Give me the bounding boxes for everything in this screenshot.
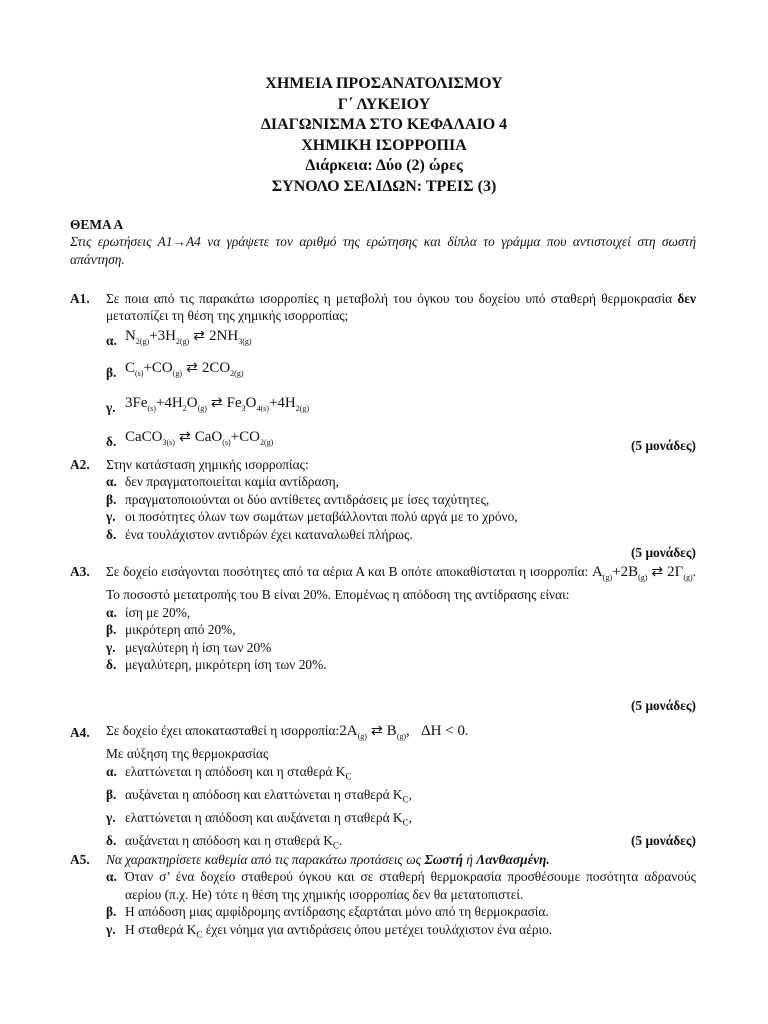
option-c: γ. ελαττώνεται η απόδοση και αυξάνεται η σταθερά $K_C$,: [106, 809, 412, 828]
document-header: [0, 74, 768, 197]
header-topic: ΧΗΜΙΚΗ ΙΣΟΡΡΟΠΙΑ: [301, 136, 467, 154]
option-a: α. δεν πραγματοποιείται καμία αντίδραση,: [106, 474, 340, 490]
question-number: Α4.: [70, 725, 90, 740]
option-a: α. $N_{2(g)}+3H_{2(g)}$ ⇄ $2NH_{3(g)}$: [106, 327, 252, 348]
question-a1: [70, 290, 696, 451]
option-a: α. ίση με 20%,: [106, 604, 191, 620]
equilibrium-arrow-icon: ⇄: [210, 395, 223, 411]
option-c: γ. Η σταθερά $K_C$ έχει νόημα για αντιδράσεις όπου μετέχει τουλάχιστον ένα αέριο.: [106, 921, 553, 940]
option-d: δ. αυξάνεται η απόδοση και η σταθερά $K_C$.: [106, 833, 343, 851]
option-b: β. πραγματοποιούνται οι δύο αντίθετες αντιδράσεις με ίσες ταχύτητες,: [106, 491, 490, 507]
question-number: Α2.: [70, 457, 90, 472]
option-c: γ. οι ποσότητες όλων των σωμάτων μεταβάλλονται πολύ αργά με το χρόνο,: [106, 509, 518, 525]
question-subtext: Με αύξηση της θερμοκρασίας: [106, 746, 269, 762]
option-d: δ. μεγαλύτερη, μικρότερη ίση των 20%.: [106, 657, 327, 673]
header-subject: ΧΗΜΕΙΑ ΠΡΟΣΑΝΑΤΟΛΙΣΜΟΥ: [265, 75, 503, 92]
header-grade: Γ΄ ΛΥΚΕΙΟΥ: [337, 95, 431, 113]
question-a5: [70, 851, 696, 944]
theme-instructions: Στις ερωτήσεις Α1→Α4 να γράψετε τον αριθμό της ερώτησης και δίπλα το γράμμα που αντιστοιχεί στη σωστή απάντηση.: [70, 234, 696, 267]
question-text: Σε ποια από τις παρακάτω ισορροπίες η μεταβολή του όγκου του δοχείου υπό σταθερή θερμοκρασία δεν μετατοπίζει τη θέση της χημικής ισορροπίας;: [106, 291, 696, 324]
equation: $A_{(g)}+2B_{(g)}$ ⇄ $2\Gamma_{(g)}$: [591, 564, 693, 582]
option-d: δ. CaCO$_{3(s)}$ ⇄ $CaO_{(s)}+CO_{2(g)}$: [106, 429, 274, 450]
question-number: Α3.: [70, 564, 90, 579]
equilibrium-arrow-icon: ⇄: [193, 328, 206, 344]
equilibrium-arrow-icon: ⇄: [186, 361, 198, 377]
equation: CaCO$_{3(s)}$ ⇄ $CaO_{(s)}+CO_{2(g)}$: [125, 429, 274, 448]
equation: $C_{(s)}+CO_{(g)}$ ⇄ $2CO_{2(g)}$: [125, 360, 244, 379]
question-text: Σε δοχείο έχει αποκατασταθεί η $\iota\sigma o\rho\rho o\pi ί\alpha:2A_{(g)}$ ⇄ $B_{(g)}$, ΔH < 0.: [106, 723, 469, 741]
question-a3: [70, 563, 696, 673]
option-b: β. Η απόδοση μιας αμφίδρομης αντίδρασης εξαρτάται μόνο από τη θερμοκρασία.: [106, 904, 549, 920]
option-c: γ. $3Fe_{(s)}+4H_2O_{(g)}$ ⇄ $Fe_3O_{4(s)}+4H_{2(g)}$: [106, 394, 310, 415]
question-a2: [70, 456, 696, 543]
option-a: α. Όταν σ’ ένα δοχείο σταθερού όγκου και σε σταθερή θερμοκρασία προσθέσουμε ποσότητα αδρανούς αερίου (π.χ. He) τότε η θέση της χημικής ισορροπίας δεν θα μετατοπιστεί.: [106, 869, 696, 902]
option-a: α. ελαττώνεται η απόδοση και η σταθερά $K_C$: [106, 763, 352, 782]
option-b: β. αυξάνεται η απόδοση και ελαττώνεται η σταθερά $K_C$,: [106, 786, 412, 805]
marks-label: (5 μονάδες): [630, 833, 696, 848]
option-b: β. $C_{(s)}+CO_{(g)}$ ⇄ $2CO_{2(g)}$: [106, 360, 244, 381]
theme-title: ΘΕΜΑ Α: [70, 217, 124, 232]
option-d: δ. ένα τουλάχιστον αντιδρών έχει καταναλωθεί πλήρως.: [106, 526, 413, 542]
question-number: Α5.: [70, 852, 90, 867]
marks-label: (5 μονάδες): [630, 438, 696, 453]
equation: $2A_{(g)}$ ⇄ $B_{(g)}$, ΔH < 0: [339, 723, 465, 741]
theme-section: [70, 216, 696, 268]
equation: $N_{2(g)}+3H_{2(g)}$ ⇄ $2NH_{3(g)}$: [125, 327, 252, 346]
option-c: γ. μεγαλύτερη ή ίση των 20%: [106, 639, 272, 655]
header-pages: ΣΥΝΟΛΟ ΣΕΛΙΔΩΝ: ΤΡΕΙΣ (3): [271, 177, 497, 195]
equilibrium-arrow-icon: ⇄: [370, 724, 383, 739]
question-text: Σε δοχείο εισάγονται ποσότητες από τα αέρια Α και Β οπότε αποκαθίσταται η ισορροπία: $A_{(g)}+2B_{(g)}$ ⇄ $2\Gamma_{(g)}$. Το ποσοστό μετατροπής του Β είναι 20%. Επομένως η απόδοση της αντίδρασης είναι:: [106, 564, 696, 603]
option-b: β. μικρότερη από 20%,: [106, 622, 236, 638]
question-a4: [70, 722, 696, 855]
header-duration: Διάρκεια: Δύο (2) ώρες: [305, 157, 463, 174]
marks-label: (5 μονάδες): [630, 545, 696, 560]
header-exam: ΔΙΑΓΩΝΙΣΜΑ ΣΤΟ ΚΕΦΑΛΑΙΟ 4: [260, 116, 508, 133]
equation: $3Fe_{(s)}+4H_2O_{(g)}$ ⇄ $Fe_3O_{4(s)}+4H_{2(g)}$: [125, 394, 310, 413]
question-text: Να χαρακτηρίσετε καθεμία από τις παρακάτω προτάσεις ως Σωστή ή Λανθασμένη.: [106, 852, 550, 867]
marks-label: (5 μονάδες): [630, 698, 696, 713]
equilibrium-arrow-icon: ⇄: [178, 430, 191, 446]
question-number: Α1.: [70, 291, 90, 306]
question-text: Στην κατάσταση χημικής ισορροπίας:: [106, 457, 309, 472]
equilibrium-arrow-icon: ⇄: [651, 565, 664, 580]
